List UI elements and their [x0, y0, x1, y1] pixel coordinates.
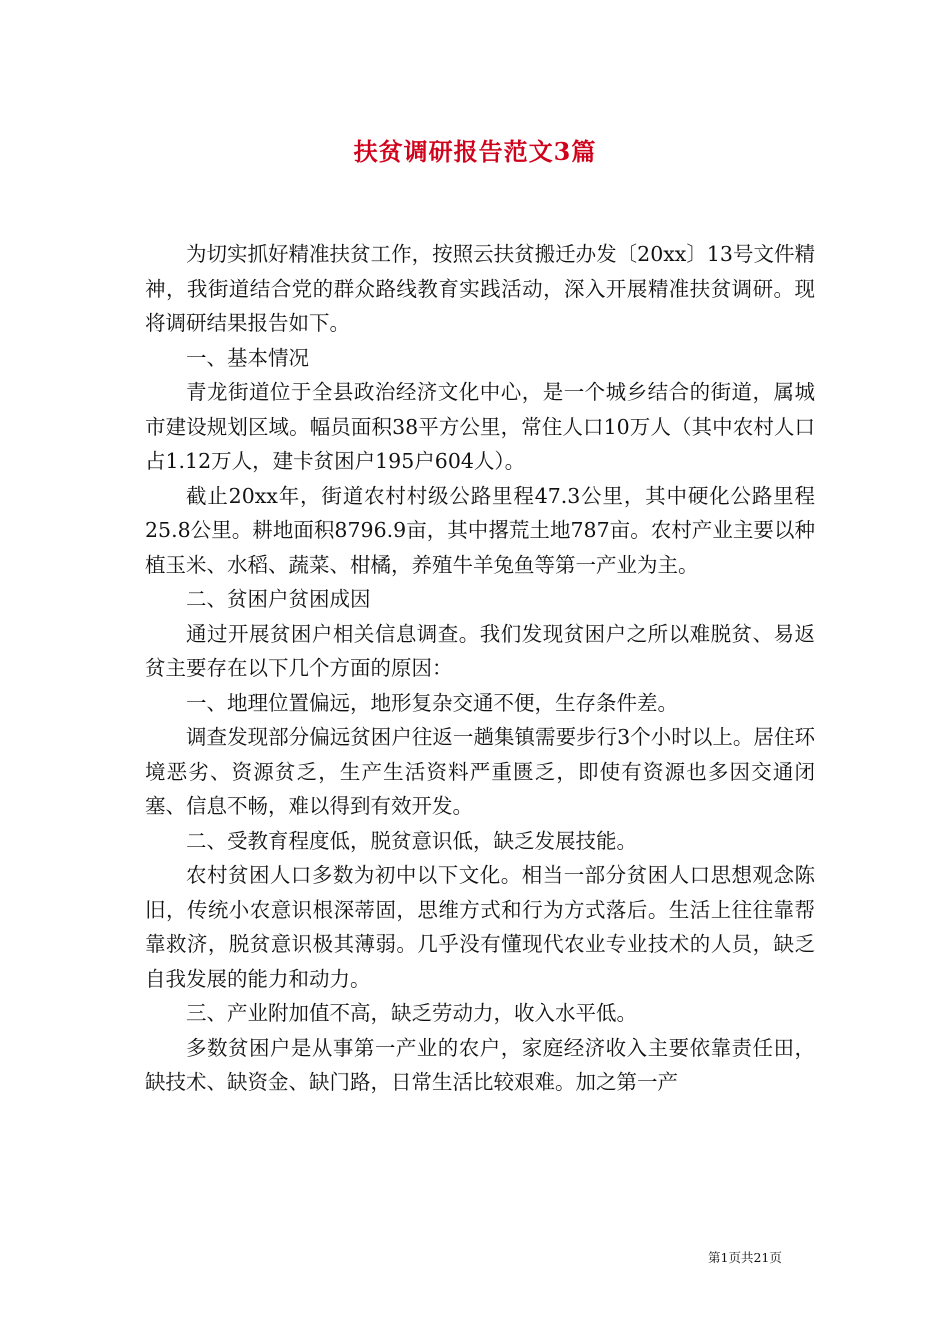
paragraph-location: 青龙街道位于全县政治经济文化中心，是一个城乡结合的街道，属城市建设规划区域。幅员面积38平方公里，常住人口10万人（其中农村人口占1.12万人，建卡贫困户195户604人）。 — [145, 380, 815, 473]
paragraph-industry: 多数贫困户是从事第一产业的农户，家庭经济收入主要依靠责任田，缺技术、缺资金、缺门路，日常生活比较艰难。加之第一产 — [145, 1035, 815, 1094]
subheading-education: 二、受教育程度低，脱贫意识低，缺乏发展技能。 — [186, 828, 637, 853]
paragraph-survey: 通过开展贫困户相关信息调查。我们发现贫困户之所以难脱贫、易返贫主要存在以下几个方面的原因： — [145, 621, 815, 680]
page-number: 第1页共21页 — [708, 1250, 782, 1265]
subheading-geography: 一、地理位置偏远，地形复杂交通不便，生存条件差。 — [186, 690, 678, 715]
heading-poverty-causes: 二、贫困户贫困成因 — [186, 587, 371, 611]
paragraph-roads-land: 截止20xx年，街道农村村级公路里程47.3公里，其中硬化公路里程25.8公里。耕地面积8796.9亩，其中撂荒土地787亩。农村产业主要以种植玉米、水稻、蔬菜、柑橘，养殖牛羊兔鱼等第一产业为主。 — [145, 483, 815, 577]
paragraph-geography: 调查发现部分偏远贫困户往返一趟集镇需要步行3个小时以上。居住环境恶劣、资源贫乏，生产生活资料严重匮乏，即使有资源也多因交通闭塞、信息不畅，难以得到有效开发。 — [145, 725, 815, 818]
heading-basic-situation: 一、基本情况 — [186, 345, 309, 370]
document-title: 扶贫调研报告范文3篇 — [353, 137, 597, 166]
paragraph-intro: 为切实抓好精准扶贫工作，按照云扶贫搬迁办发〔20xx〕13号文件精神，我街道结合党的群众路线教育实践活动，深入开展精准扶贫调研。现将调研结果报告如下。 — [145, 242, 815, 335]
paragraph-education: 农村贫困人口多数为初中以下文化。相当一部分贫困人口思想观念陈旧，传统小农意识根深蒂固，思维方式和行为方式落后。生活上往往靠帮靠救济，脱贫意识极其薄弱。几乎没有懂现代农业专业技术的人员，缺乏自我发展的能力和动力。 — [145, 863, 815, 991]
document-body — [145, 237, 815, 1100]
subheading-industry: 三、产业附加值不高，缺乏劳动力，收入水平低。 — [186, 1001, 637, 1025]
